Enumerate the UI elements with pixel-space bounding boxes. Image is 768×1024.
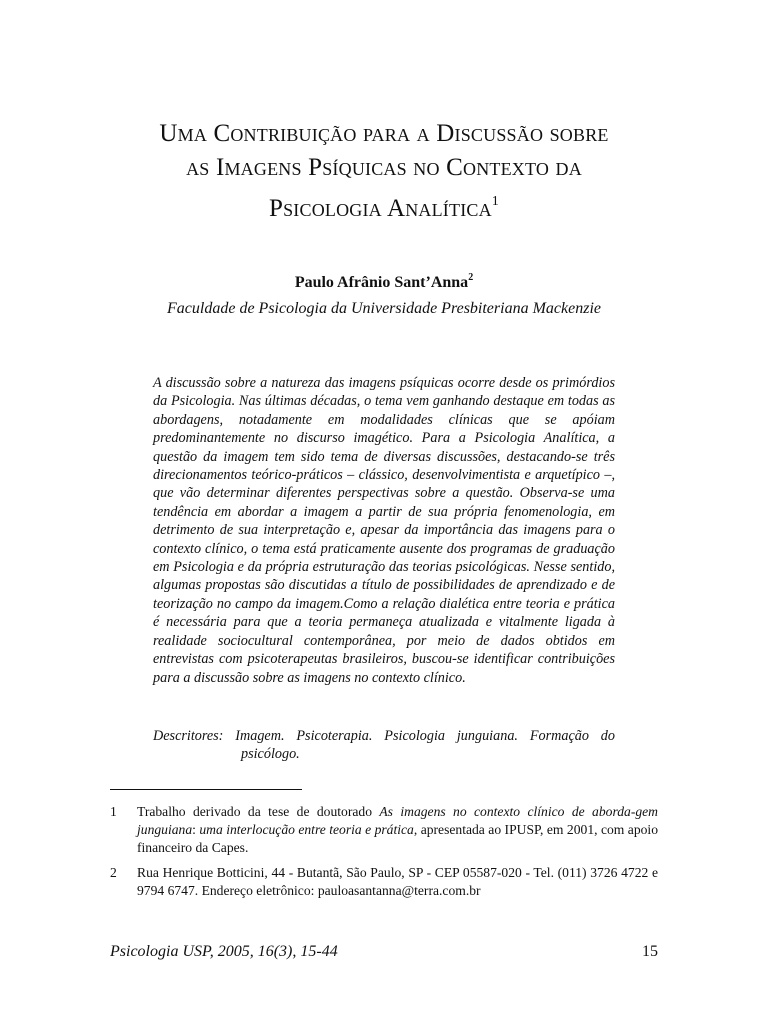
title-line-3 [80,185,688,226]
descriptors: Descritores: Imagem. Psicoterapia. Psicologia junguiana. Formação do psicólogo. [153,728,615,763]
page-number: 15 [642,943,658,960]
footnote-1-number: 1 [110,804,117,819]
footnote-1-text-after: , apresentada ao IPUSP, em 2001, com apoio financeiro da Capes. [137,822,658,855]
author-name-text: Paulo Afrânio Sant’Anna [294,274,469,291]
author-name [80,272,688,292]
footnote-1-thesis-subtitle: uma interlocução entre teoria e prática [199,822,414,837]
author-footnote-mark[interactable]: 2 [468,272,474,283]
footnote-separator [110,789,302,790]
footnote-1-text [137,803,658,857]
title-line-3-text: Psicologia Analítica [268,195,492,222]
footnote-1-text-mid: : [192,822,200,837]
abstract: A discussão sobre a natureza das imagens psíquicas ocorre desde os primórdios da Psicologia. Nas últimas décadas, o tema vem ganhando destaque em todas as abordagens, notadamente em modalidades clínicas que se apóiam predominantemente no discurso imagético. Para a Psicologia Analítica, a questão da imagem tem sido tema de diversas discussões, destacando-se três direcionamentos teórico-práticos – clássico, desenvolvimentista e arquetípico –, que vão determinar diferentes perspectivas sobre a questão. Observa-se uma tendência em abordar a imagem a partir de sua própria fenomenologia, em detrimento de sua interpretação e, apesar da importância das imagens para o contexto clínico, o tema está praticamente ausente dos programas de graduação em Psicologia e da própria estruturação das teorias psicológicas. Nesse sentido, algumas propostas são discutidas a título de possibilidades de aprendizado e de teorização no campo da imagem.Como a relação dialética entre teoria e prática é necessária para que a teoria permaneça atualizada e vitalmente ligada à realidade sociocultural contemporânea, por meio de dados obtidos em entrevistas com psicoterapeutas brasileiros, buscou-se identificar contribuições para a discussão sobre as imagens no contexto clínico. [153,375,615,686]
title-line-1: Uma Contribuição para a Discussão sobre [159,120,609,147]
footnote-2-number: 2 [110,865,117,880]
footnote-2 [110,864,658,900]
author-affiliation: Faculdade de Psicologia da Universidade Presbiteriana Mackenzie [167,300,601,317]
title-footnote-mark[interactable]: 1 [491,194,499,209]
title-line-2: as Imagens Psíquicas no Contexto da [186,154,582,181]
footnote-2-text: Rua Henrique Botticini, 44 - Butantã, São Paulo, SP - CEP 05587-020 - Tel. (011) 3726 4722 e 9794 6747. Endereço eletrônico: pauloasantanna@terra.com.br [137,865,658,898]
article-title [80,117,688,226]
footnote-1-thesis-title: As imagens no contexto clínico de aborda-gem junguiana [137,804,658,837]
footnote-1 [110,803,658,857]
journal-citation: Psicologia USP, 2005, 16(3), 15-44 [110,943,338,960]
footnote-1-text-before: Trabalho derivado da tese de doutorado [137,804,380,819]
